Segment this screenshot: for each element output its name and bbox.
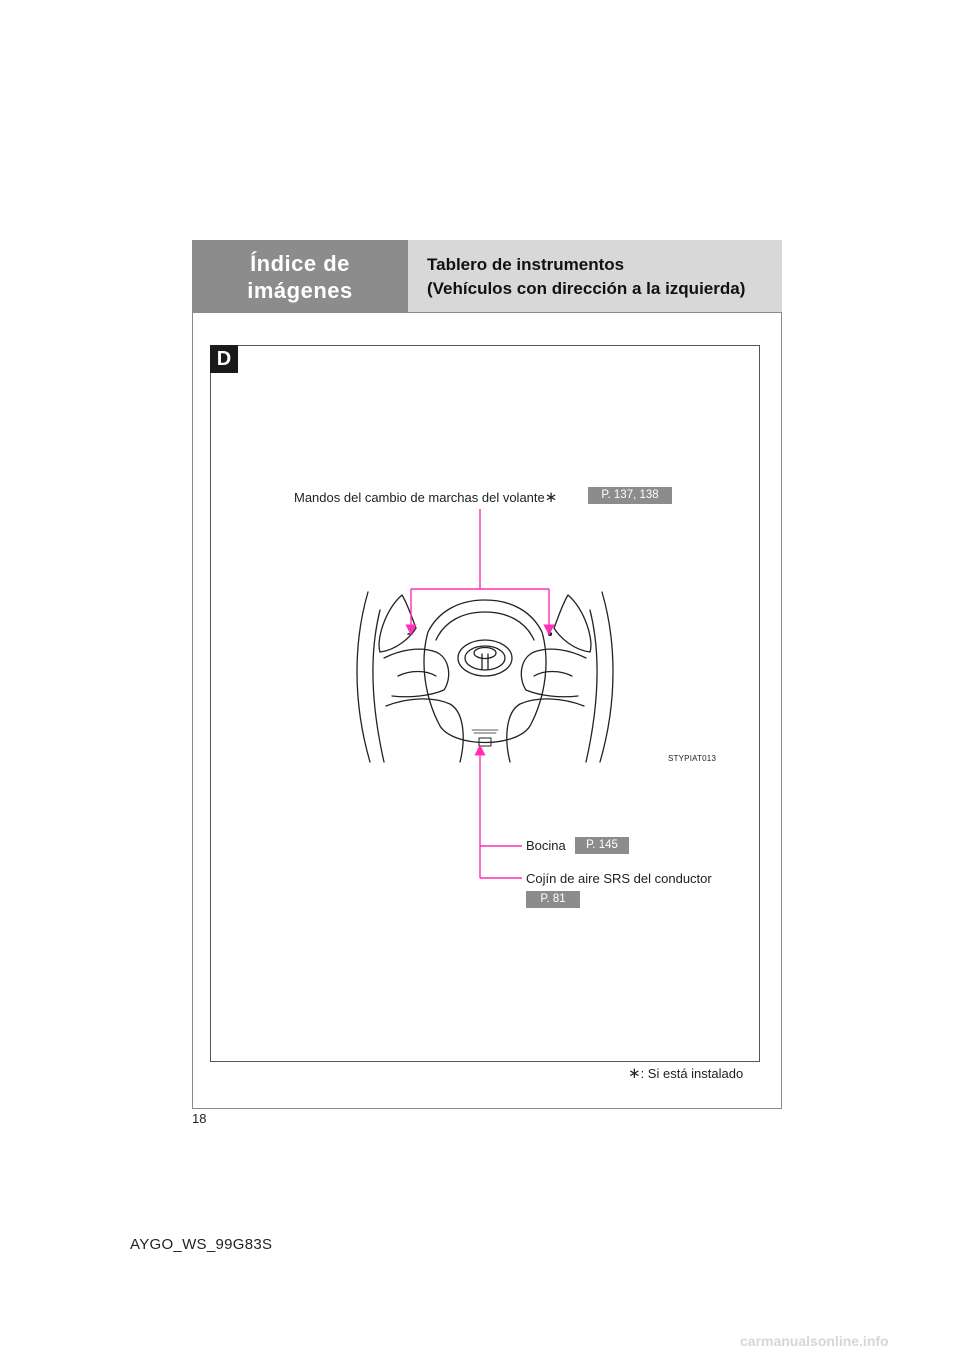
illustration-code: STYPIAT013 xyxy=(668,754,717,763)
horn-callout-label: Bocina xyxy=(526,838,566,853)
subtitle-line-2: (Vehículos con dirección a la izquierda) xyxy=(427,279,746,298)
airbag-page-ref[interactable]: P. 81 xyxy=(526,891,580,908)
section-subtitle xyxy=(408,240,782,313)
section-title: Índice de imágenes xyxy=(192,240,408,313)
airbag-callout-label: Cojín de aire SRS del conductor xyxy=(526,871,712,886)
section-letter: D xyxy=(210,345,238,373)
horn-page-ref[interactable]: P. 145 xyxy=(575,837,629,854)
footnote: ∗: Si está instalado xyxy=(628,1065,744,1082)
paddles-callout-label: Mandos del cambio de marchas del volante∗ xyxy=(294,489,558,506)
watermark: carmanualsonline.info xyxy=(740,1333,889,1349)
subtitle-line-1: Tablero de instrumentos xyxy=(427,255,625,274)
footer-code: AYGO_WS_99G83S xyxy=(130,1236,273,1253)
steering-wheel-illustration xyxy=(340,500,630,770)
page-number: 18 xyxy=(192,1111,207,1126)
paddles-page-ref[interactable]: P. 137, 138 xyxy=(588,487,672,504)
header-divider xyxy=(192,312,782,313)
